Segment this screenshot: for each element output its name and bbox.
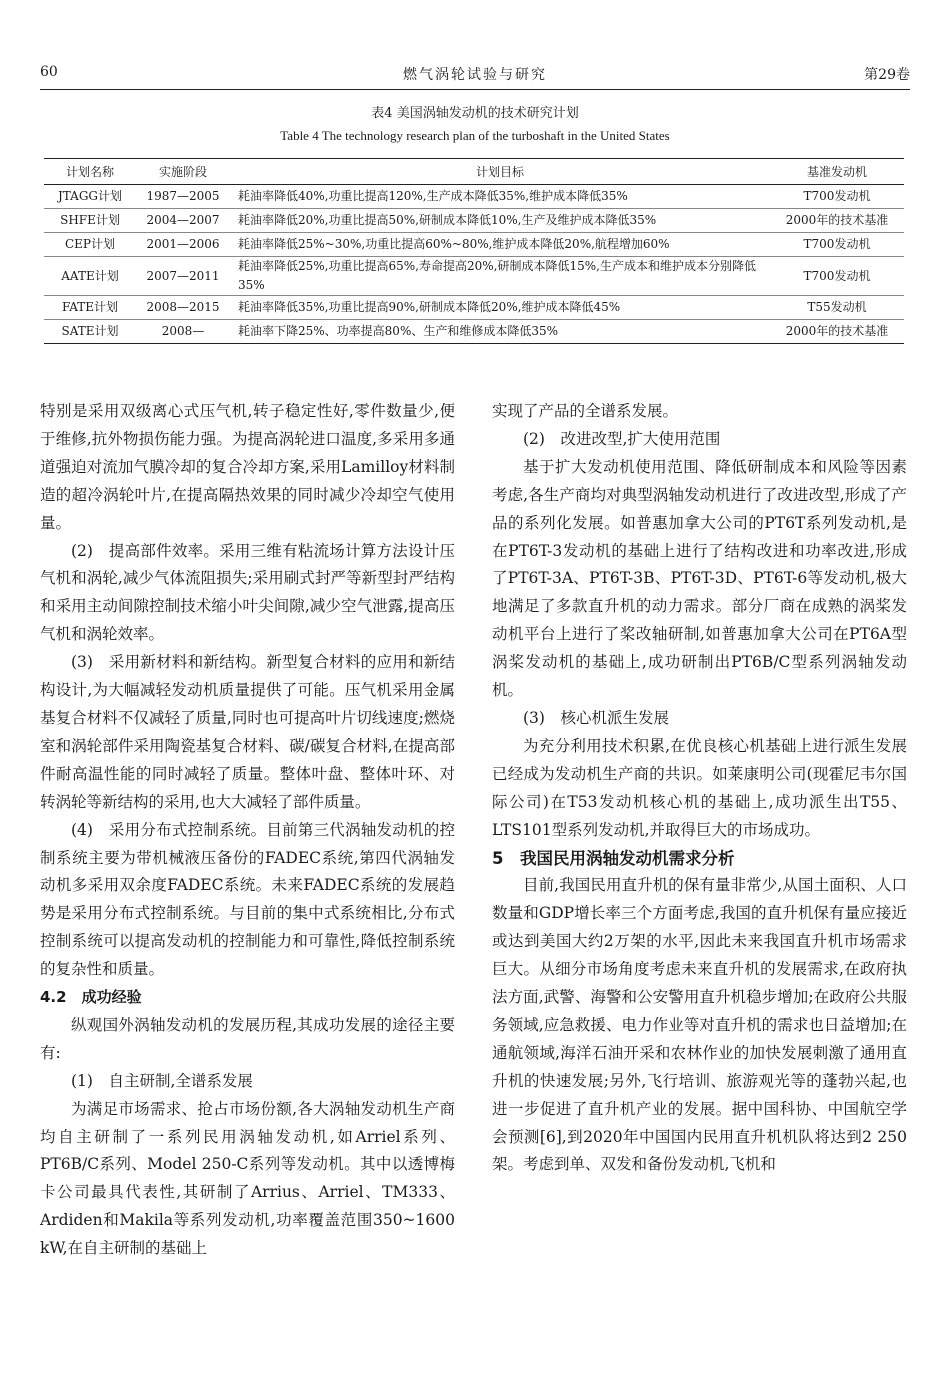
paragraph: (2) 提高部件效率。采用三维有粘流场计算方法设计压气机和涡轮,减少气体流阻损失;采用刷式封严等新型封严结构和采用主动间隙控制技术缩小叶尖间隙,减少空气泄露,提高压气机和涡轮效率。 [40,541,455,644]
column-header-goal: 计划目标 [230,159,770,185]
table-caption-en: Table 4 The technology research plan of the turboshaft in the United States [280,128,670,143]
list-item-heading: (1) 自主研制,全谱系发展 [71,1071,253,1090]
cell-goal: 耗油率降低25%,功重比提高65%,寿命提高20%,研制成本降低15%,生产成本和维护成本分别降低35% [230,257,770,296]
list-item-heading: (2) 改进改型,扩大使用范围 [523,429,721,448]
cell-period: 2004—2007 [136,209,230,233]
cell-engine: T700发动机 [770,233,904,257]
column-header-baseline-engine: 基准发动机 [770,159,904,185]
table-row [44,233,904,257]
left-text-column [40,398,455,1263]
subsection-heading: 4.2 成功经验 [40,988,142,1007]
cell-goal: 耗油率降低35%,功重比提高90%,研制成本降低20%,维护成本降低45% [230,296,770,320]
cell-plan-name: JTAGG计划 [44,185,136,209]
journal-title: 燃气涡轮试验与研究 [403,67,547,83]
running-header [40,62,910,90]
cell-period: 2008— [136,320,230,344]
cell-plan-name: SATE计划 [44,320,136,344]
column-header-plan-name: 计划名称 [44,159,136,185]
cell-plan-name: AATE计划 [44,257,136,296]
volume-label: 第29卷 [864,67,910,83]
cell-period: 2008—2015 [136,296,230,320]
right-text-column [492,398,907,1179]
table-row [44,296,904,320]
cell-period: 2007—2011 [136,257,230,296]
paragraph: 实现了产品的全谱系发展。 [492,402,679,420]
cell-engine: T700发动机 [770,185,904,209]
cell-plan-name: FATE计划 [44,296,136,320]
paragraph: 纵观国外涡轴发动机的发展历程,其成功发展的途径主要有: [40,1015,455,1062]
paragraph: (4) 采用分布式控制系统。目前第三代涡轴发动机的控制系统主要为带机械液压备份的FADEC系统,第四代涡轴发动机多采用双余度FADEC系统。未来FADEC系统的发展趋势是采用分布式控制系统。与目前的集中式系统相比,分布式控制系统可以提高发动机的控制能力和可靠性,降低控制系统的复杂性和质量。 [40,820,455,979]
paragraph: 目前,我国民用直升机的保有量非常少,从国土面积、人口数量和GDP增长率三个方面考虑,我国的直升机保有量应接近或达到美国大约2万架的水平,因此未来我国直升机市场需求巨大。从细分市场角度考虑未来直升机的发展需求,在政府执法方面,武警、海警和公安警用直升机稳步增加;在政府公共服务领域,应急救援、电力作业等对直升机的需求也日益增加;在通航领域,海洋石油开采和农林作业的加快发展刺激了通用直升机的快速发展;另外,飞行培训、旅游观光等的蓬勃兴起,也进一步促进了直升机产业的发展。据中国科协、中国航空学会预测[6],到2020年中国国内民用直升机机队将达到2 250架。考虑到单、双发和备份发动机,飞机和 [492,876,907,1174]
table-header-row [44,159,904,185]
list-item-heading: (3) 核心机派生发展 [523,708,669,727]
paragraph: (3) 采用新材料和新结构。新型复合材料的应用和新结构设计,为大幅减轻发动机质量提供了可能。压气机采用金属基复合材料不仅减轻了质量,同时也可提高叶片切线速度;燃烧室和涡轮部件采用陶瓷基复合材料、碳/碳复合材料,在提高部件耐高温性能的同时减轻了质量。整体叶盘、整体叶环、对转涡轮等新结构的采用,也大大减轻了部件质量。 [40,653,455,811]
cell-goal: 耗油率降低40%,功重比提高120%,生产成本降低35%,维护成本降低35% [230,185,770,209]
paragraph: 基于扩大发动机使用范围、降低研制成本和风险等因素考虑,各生产商均对典型涡轴发动机进行了改进改型,形成了产品的系列化发展。如普惠加拿大公司的PT6T系列发动机,是在PT6T-3发动机的基础上进行了结构改进和功率改进,形成了PT6T-3A、PT6T-3B、PT6T-3D、PT6T-6等发动机,极大地满足了多款直升机的动力需求。部分厂商在成熟的涡桨发动机平台上进行了桨改轴研制,如普惠加拿大公司在PT6A型涡桨发动机的基础上,成功研制出PT6B/C型系列涡轴发动机。 [492,457,907,700]
table-row [44,257,904,296]
cell-engine: T55发动机 [770,296,904,320]
column-header-period: 实施阶段 [136,159,230,185]
page-number: 60 [40,64,58,80]
cell-period: 2001—2006 [136,233,230,257]
cell-goal: 耗油率降低25%~30%,功重比提高60%~80%,维护成本降低20%,航程增加60% [230,233,770,257]
cell-goal: 耗油率降低20%,功重比提高50%,研制成本降低10%,生产及维护成本降低35% [230,209,770,233]
table-row [44,209,904,233]
cell-engine: T700发动机 [770,257,904,296]
technology-plan-table [44,158,904,344]
paragraph: 为充分利用技术积累,在优良核心机基础上进行派生发展已经成为发动机生产商的共识。如莱康明公司(现霍尼韦尔国际公司)在T53发动机核心机的基础上,成功派生出T55、LTS101型系列发动机,并取得巨大的市场成功。 [492,736,907,839]
cell-plan-name: SHFE计划 [44,209,136,233]
table-row [44,320,904,344]
table-row [44,185,904,209]
paragraph: 特别是采用双级离心式压气机,转子稳定性好,零件数量少,便于维修,抗外物损伤能力强。为提高涡轮进口温度,多采用多通道强迫对流加气膜冷却的复合冷却方案,采用Lamilloy材料制造的超冷涡轮叶片,在提高隔热效果的同时减少冷却空气使用量。 [40,402,455,532]
table-caption-cn: 表4 美国涡轴发动机的技术研究计划 [371,106,579,121]
cell-goal: 耗油率下降25%、功率提高80%、生产和维修成本降低35% [230,320,770,344]
cell-engine: 2000年的技术基准 [770,320,904,344]
cell-plan-name: CEP计划 [44,233,136,257]
cell-period: 1987—2005 [136,185,230,209]
cell-engine: 2000年的技术基准 [770,209,904,233]
section-heading: 5 我国民用涡轴发动机需求分析 [492,848,735,868]
paragraph: 为满足市场需求、抢占市场份额,各大涡轴发动机生产商均自主研制了一系列民用涡轴发动机,如Arriel系列、PT6B/C系列、Model 250-C系列等发动机。其中以透博梅卡公司最具代表性,其研制了Arrius、Arriel、TM333、Ardiden和Makila等系列发动机,功率覆盖范围350~1600 kW,在自主研制的基础上 [40,1099,455,1258]
